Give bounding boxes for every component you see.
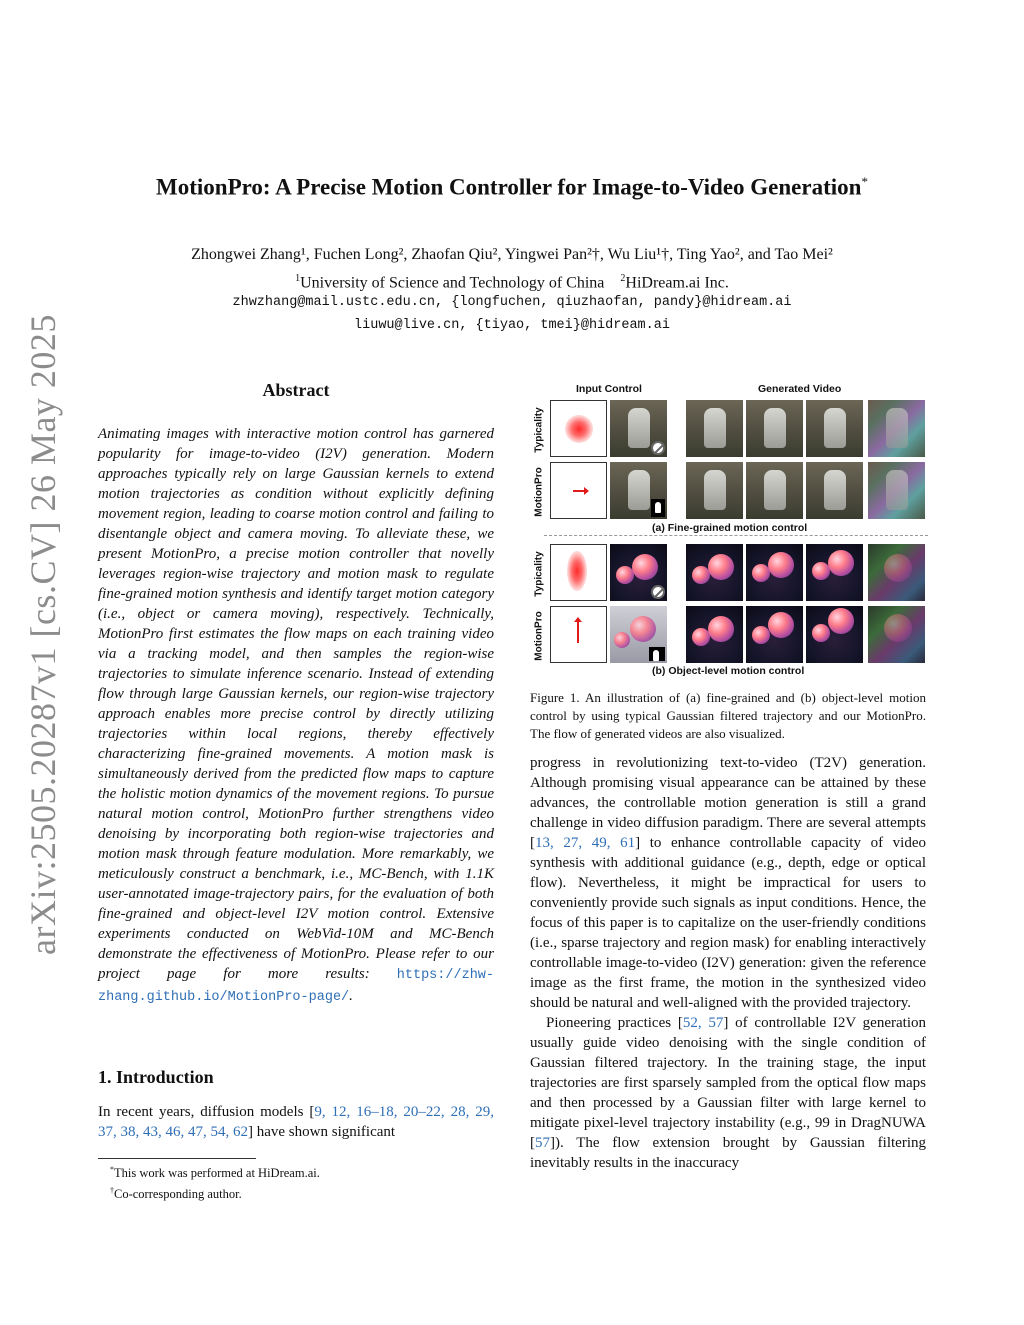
- flow-visualization: [868, 462, 925, 519]
- paragraph-1: [530, 753, 926, 1013]
- title-footnote-mark: *: [861, 174, 868, 189]
- generated-frame: [806, 462, 863, 519]
- title-text: MotionPro: A Precise Motion Controller for Image-to-Video Generation: [156, 174, 862, 200]
- project-page-link[interactable]: https://zhw-zhang.github.io/MotionPro-page/: [98, 968, 494, 1005]
- figure-header-generated: Generated Video: [758, 383, 842, 395]
- affil2-mark: 2: [620, 273, 626, 284]
- reference-image-bubbles: [610, 606, 667, 663]
- paper-title: [0, 174, 1024, 201]
- control-gaussian-blob: [550, 544, 607, 601]
- footnote-rule: [98, 1158, 256, 1159]
- email-line-1: zhwzhang@mail.ustc.edu.cn, {longfuchen, qiuzhaofan, pandy}@hidream.ai: [232, 295, 792, 310]
- p2-citations[interactable]: 52, 57: [682, 1015, 724, 1031]
- abstract-end: .: [349, 988, 353, 1004]
- generated-frame: [746, 400, 803, 457]
- intro-text-1: In recent years, diffusion models [: [98, 1104, 315, 1120]
- abstract-text: Animating images with interactive motion control has garnered popularity for image-to-video (I2V) generation. Modern approaches typically rely on large Gaussian kernels to extend motion trajectories as condition without explicitly defining movement region, leading to coarse motion control and failing to disentangle object and camera moving. To alleviate these, we present MotionPro, a precise motion controller that novelly leverages region-wise trajectory and motion mask to regulate fine-grained motion synthesis and identify target motion category (i.e., object or camera moving), respectively. Technically, MotionPro first estimates the flow maps on each training video via a tracking model, and then samples the region-wise trajectories to simulate inference scenario. Instead of extending flow through large Gaussian kernels, our region-wise trajectory approach enables more precise control by directly utilizing trajectories within local regions, thereby effectively characterizing fine-grained movements. A motion mask is simultaneously derived from the predicted flow maps to capture the holistic motion dynamics of the movement regions. To pursue natural motion control, MotionPro further strengthens video denoising by incorporating both region-wise trajectories and motion mask through feature modulation. More remarkably, we meticulously construct a benchmark, i.e., MC-Bench, with 1.1K user-annotated image-trajectory pairs, for the evaluation of both fine-grained and object-level I2V motion control. Extensive experiments conducted on WebVid-10M and MC-Bench demonstrate the effectiveness of MotionPro. Please refer to our project page for more results:: [98, 426, 494, 982]
- p2-text-a: Pioneering practices [: [546, 1015, 683, 1031]
- generated-frame: [746, 544, 803, 601]
- footnote-1-mark: *: [110, 1165, 114, 1174]
- arxiv-side-stamp: arXiv:2505.20287v1 [cs.CV] 26 May 2025: [23, 314, 63, 955]
- email-block: [0, 291, 1024, 337]
- control-trajectory-arrow: [550, 462, 607, 519]
- generated-frame: [746, 462, 803, 519]
- p1-text-b: ] to enhance controllable capacity of video synthesis with additional guidance (e.g., depth, edge or optical flow). Nevertheless, it might be impractical for users to conveniently provide such signals as input conditions. Hence, the focus of this paper is to capitalize on the user-friendly conditions (i.e., sparse trajectory and region mask) for enabling interactively controllable image-to-video (I2V) generation: given the reference image as the first frame, the motion in the synthesized video should be natural and well-aligned with the provided trajectory.: [530, 835, 926, 1011]
- no-mask-icon: [651, 585, 665, 599]
- motion-mask-icon: [649, 647, 665, 661]
- author-list: Zhongwei Zhang¹, Fuchen Long², Zhaofan Qiu², Yingwei Pan²†, Wu Liu¹†, Ting Yao², and Tao Mei²: [191, 246, 833, 263]
- introduction-body: [98, 1102, 494, 1142]
- p2-text-c: ]). The flow extension brought by Gaussian filtering inevitably results in the inaccuracy: [530, 1135, 926, 1171]
- affiliation-1: University of Science and Technology of China: [300, 274, 605, 292]
- generated-frame: [686, 544, 743, 601]
- intro-citations[interactable]: 9, 12, 16–18, 20–22, 28, 29, 37, 38, 43, 46, 47, 54, 62: [98, 1104, 495, 1140]
- figure-divider: [544, 535, 928, 536]
- generated-frame: [686, 606, 743, 663]
- row-label-typicality-b: Typicality: [533, 551, 545, 597]
- generated-frame: [686, 462, 743, 519]
- no-mask-icon: [651, 441, 665, 455]
- p1-citations[interactable]: 13, 27, 49, 61: [535, 835, 636, 851]
- figure-header-input: Input Control: [576, 383, 642, 395]
- p1-text-a: progress in revolutionizing text-to-video (T2V) generation. Although promising visual appearance can be attained by these advances, the controllable motion generation is still a grand challenge in video diffusion paradigm. There are several attempts [: [530, 755, 926, 851]
- arrow-up-icon: [577, 621, 579, 643]
- affiliation-2: HiDream.ai Inc.: [625, 274, 729, 292]
- reference-image-statue: [610, 400, 667, 457]
- footnote-2: [110, 1182, 320, 1203]
- figure-1: [530, 380, 930, 680]
- introduction-heading: 1. Introduction: [98, 1067, 214, 1087]
- intro-text-2: ] have shown significant: [248, 1124, 396, 1140]
- p2-citation-dragnuwa[interactable]: 57: [535, 1135, 550, 1151]
- generated-frame: [806, 400, 863, 457]
- paragraph-2: [530, 1013, 926, 1173]
- motion-mask-icon: [651, 499, 665, 517]
- row-label-motionpro-a: MotionPro: [533, 467, 545, 517]
- footnote-2-text: Co-corresponding author.: [114, 1187, 242, 1202]
- row-label-typicality-a: Typicality: [533, 407, 545, 453]
- flow-visualization: [868, 400, 925, 457]
- generated-frame: [746, 606, 803, 663]
- p2-text-b: ] of controllable I2V generation usually guide video denoising with the single condition of Gaussian filtered trajectory. In the training stage, the input trajectories are first sparsely sampled from the optical flow maps and then processed by a Gaussian filter with large kernel to mitigate pixel-level trajectory instability (e.g., 99 in DragNUWA [: [530, 1015, 926, 1151]
- footnote-1-text: This work was performed at HiDream.ai.: [114, 1166, 320, 1181]
- flow-visualization: [868, 606, 925, 663]
- footnotes: [110, 1161, 320, 1203]
- generated-frame: [806, 606, 863, 663]
- control-gaussian-blob: [550, 400, 607, 457]
- abstract-heading: Abstract: [262, 380, 330, 400]
- generated-frame: [806, 544, 863, 601]
- row-label-motionpro-b: MotionPro: [533, 611, 545, 661]
- footnote-2-mark: †: [110, 1186, 114, 1196]
- figure-caption: Figure 1. An illustration of (a) fine-grained and (b) object-level motion control by using typical Gaussian filtered trajectory and our MotionPro. The flow of generated videos are also visualized.: [530, 690, 926, 741]
- author-block: [0, 243, 1024, 295]
- email-line-2: liuwu@live.cn, {tiyao, tmei}@hidream.ai: [354, 318, 670, 333]
- arrow-right-icon: [573, 490, 585, 492]
- abstract-body: [98, 424, 494, 1008]
- right-column-body: [530, 753, 926, 1173]
- footnote-1: [110, 1161, 320, 1182]
- reference-image-statue: [610, 462, 667, 519]
- reference-image-bubbles: [610, 544, 667, 601]
- subcaption-b: (b) Object-level motion control: [652, 665, 805, 677]
- affil1-mark: 1: [295, 273, 301, 284]
- subcaption-a: (a) Fine-grained motion control: [652, 522, 808, 534]
- generated-frame: [686, 400, 743, 457]
- control-trajectory-arrow: [550, 606, 607, 663]
- flow-visualization: [868, 544, 925, 601]
